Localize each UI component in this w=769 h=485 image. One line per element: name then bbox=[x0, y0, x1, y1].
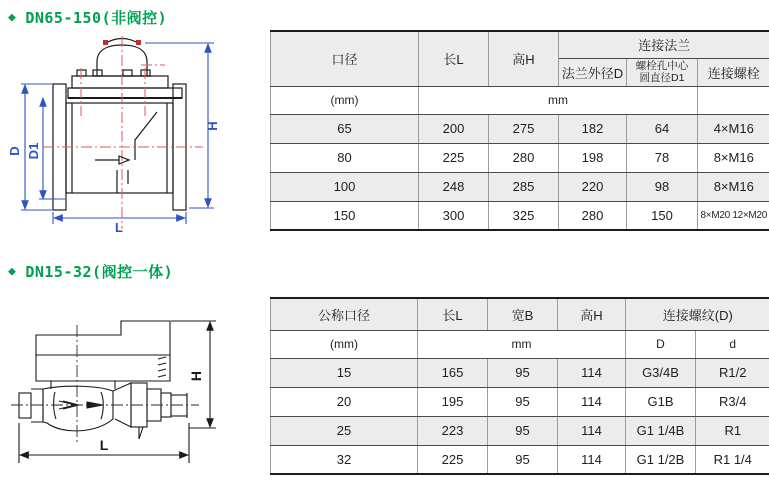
table-cell: 114 bbox=[558, 416, 626, 445]
table-cell: G1 1/4B bbox=[626, 416, 696, 445]
table-cell: 150 bbox=[271, 201, 419, 230]
table-cell: 285 bbox=[489, 172, 559, 201]
section2-title bbox=[8, 261, 173, 282]
table-cell: 195 bbox=[418, 387, 488, 416]
header-bolt-circle-line2: 圆直径D1 bbox=[639, 72, 685, 84]
table-cell: 64 bbox=[627, 114, 698, 143]
header-bolt-circle bbox=[627, 58, 698, 86]
table-cell: R3/4 bbox=[696, 387, 769, 416]
table-row bbox=[271, 445, 769, 474]
table-cell: R1/2 bbox=[696, 358, 769, 387]
flow-arrow bbox=[95, 156, 129, 164]
table-cell: 80 bbox=[271, 143, 419, 172]
table-cell: 280 bbox=[559, 201, 627, 230]
section2-title-text: DN15-32(阀控一体) bbox=[25, 263, 174, 281]
header-diameter: 口径 bbox=[271, 31, 419, 86]
table-cell: 100 bbox=[271, 172, 419, 201]
label-H: H bbox=[205, 121, 220, 131]
section1-title bbox=[8, 7, 167, 28]
table-cell: 225 bbox=[418, 445, 488, 474]
table-cell: 65 bbox=[271, 114, 419, 143]
header-thread-d: d bbox=[696, 330, 769, 358]
centerlines bbox=[43, 36, 203, 229]
table-row bbox=[271, 416, 769, 445]
header-width: 宽B bbox=[488, 298, 558, 330]
table-cell: 114 bbox=[558, 387, 626, 416]
table-cell: 280 bbox=[489, 143, 559, 172]
header-flange-od: 法兰外径D bbox=[559, 58, 627, 86]
table-cell: 198 bbox=[559, 143, 627, 172]
header-height: 高H bbox=[489, 31, 559, 86]
unit-cell: mm bbox=[418, 330, 626, 358]
table-row bbox=[271, 143, 769, 172]
table-row bbox=[271, 387, 769, 416]
table-row bbox=[271, 358, 769, 387]
header-length: 长L bbox=[419, 31, 489, 86]
table-cell: 8×M16 bbox=[698, 172, 769, 201]
table-cell: 325 bbox=[489, 201, 559, 230]
centerlines bbox=[11, 325, 199, 445]
meter-body-outline bbox=[19, 321, 187, 439]
drawing-dn15-32-meter bbox=[3, 293, 265, 485]
section1-title-text: DN65-150(非阀控) bbox=[25, 9, 168, 27]
table-row bbox=[271, 172, 769, 201]
unit-cell: (mm) bbox=[271, 330, 418, 358]
header-flange-group: 连接法兰 bbox=[559, 31, 769, 58]
unit-cell: (mm) bbox=[271, 86, 419, 114]
table-cell: 78 bbox=[627, 143, 698, 172]
table-cell: 8×M16 bbox=[698, 143, 769, 172]
meter-body-outline bbox=[53, 39, 186, 211]
table-row bbox=[271, 201, 769, 230]
table-cell: 223 bbox=[418, 416, 488, 445]
unit-cell: mm bbox=[419, 86, 698, 114]
table-cell: 220 bbox=[559, 172, 627, 201]
table-cell: 300 bbox=[419, 201, 489, 230]
header-bolts: 连接螺栓 bbox=[698, 58, 769, 86]
table-cell: 95 bbox=[488, 387, 558, 416]
table-cell: 95 bbox=[488, 358, 558, 387]
table-cell: 165 bbox=[418, 358, 488, 387]
table-cell: 225 bbox=[419, 143, 489, 172]
table-row bbox=[271, 114, 769, 143]
table-cell: 20 bbox=[271, 387, 418, 416]
table-cell: 150 bbox=[627, 201, 698, 230]
table-cell: 95 bbox=[488, 445, 558, 474]
table-cell: G1 1/2B bbox=[626, 445, 696, 474]
label-L: L bbox=[115, 220, 123, 235]
header-nominal-diameter: 公称口径 bbox=[271, 298, 418, 330]
table-cell: 4×M16 bbox=[698, 114, 769, 143]
header-height: 高H bbox=[558, 298, 626, 330]
table-cell: G3/4B bbox=[626, 358, 696, 387]
drawing-dn65-150-meter bbox=[5, 32, 263, 235]
table-cell: 114 bbox=[558, 445, 626, 474]
table-cell: G1B bbox=[626, 387, 696, 416]
table-cell: 275 bbox=[489, 114, 559, 143]
diamond-bullet-icon: ◆ bbox=[8, 10, 17, 25]
label-H: H bbox=[188, 370, 204, 382]
table-cell: 95 bbox=[488, 416, 558, 445]
dimension-lines bbox=[19, 321, 216, 463]
label-D: D bbox=[7, 146, 22, 156]
header-length: 长L bbox=[418, 298, 488, 330]
table-dn65-150 bbox=[270, 30, 769, 231]
dimension-lines bbox=[21, 43, 214, 224]
diamond-bullet-icon: ◆ bbox=[8, 264, 17, 279]
table-dn15-32 bbox=[270, 297, 769, 475]
table-cell: 182 bbox=[559, 114, 627, 143]
unit-cell-empty bbox=[698, 86, 769, 114]
table-cell: 248 bbox=[419, 172, 489, 201]
table-cell: R1 bbox=[696, 416, 769, 445]
table-cell: 98 bbox=[627, 172, 698, 201]
table-cell: 32 bbox=[271, 445, 418, 474]
table-cell: 8×M20 12×M20 bbox=[698, 201, 769, 230]
table-cell: 200 bbox=[419, 114, 489, 143]
table-cell: 25 bbox=[271, 416, 418, 445]
table-cell: 15 bbox=[271, 358, 418, 387]
header-thread-D: D bbox=[626, 330, 696, 358]
table-cell: R1 1/4 bbox=[696, 445, 769, 474]
header-bolt-circle-line1: 螺栓孔中心 bbox=[635, 59, 689, 72]
header-thread-group: 连接螺纹(D) bbox=[626, 298, 769, 330]
label-D1: D1 bbox=[26, 142, 41, 160]
label-L: L bbox=[99, 437, 109, 453]
table-cell: 114 bbox=[558, 358, 626, 387]
